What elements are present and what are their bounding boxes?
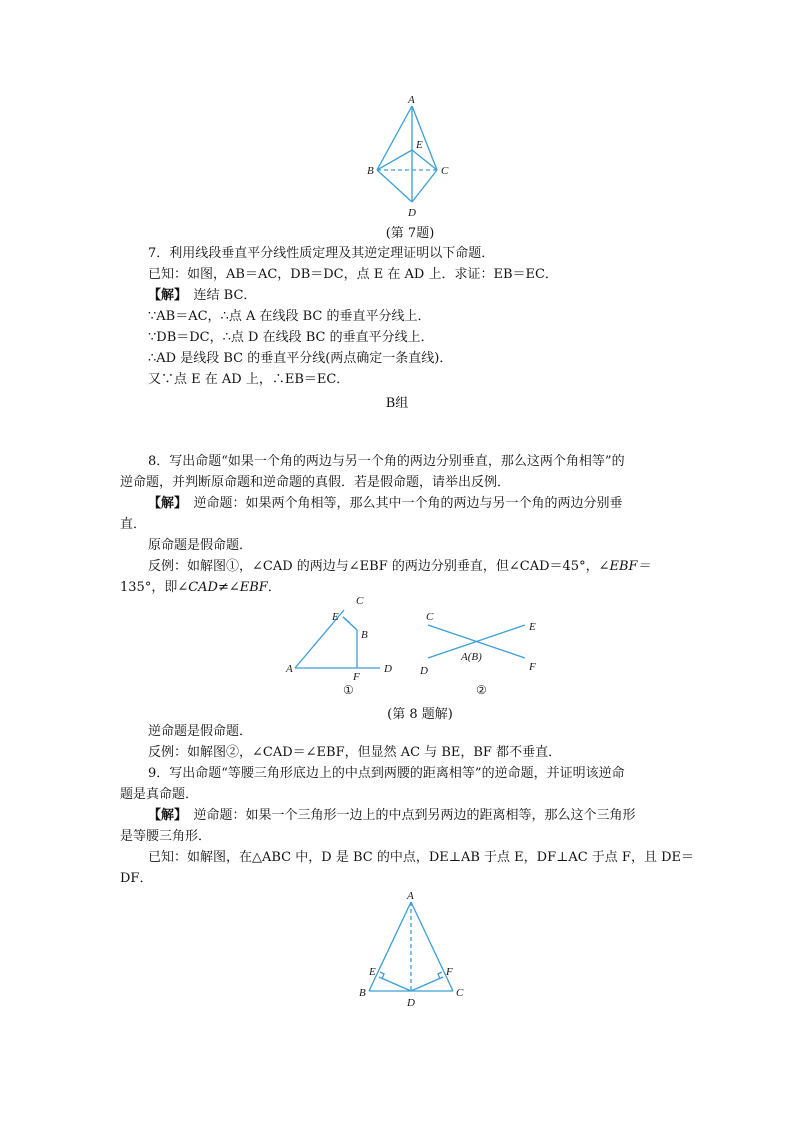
label-b: B xyxy=(367,165,374,177)
label-a: A xyxy=(408,94,415,106)
solution-tag: 【解】 xyxy=(148,808,181,823)
q9-line-5: 已知：如解图，在△ABC 中，D 是 BC 的中点，DE⊥AB 于点 E，DF⊥AC 于点 F，且 DE＝ xyxy=(148,850,694,865)
figure-7-diagram xyxy=(360,92,470,222)
q8-line-8: 逆命题是假命题． xyxy=(148,724,253,739)
fig9-label-a: A xyxy=(407,890,414,902)
fig9-label-e: E xyxy=(369,966,376,978)
fig8-1-label-c: C xyxy=(356,595,364,607)
q7-solution xyxy=(148,286,708,306)
q7-line-5: ∵DB＝DC，∴点 D 在线段 BC 的垂直平分线上． xyxy=(148,330,434,345)
fig8-2-label-d: D xyxy=(420,665,428,677)
figure-8-caption: (第 8 题解) xyxy=(387,707,453,722)
fig8-2-label-ab: A(B) xyxy=(461,651,482,663)
q9-line-6: DF． xyxy=(120,871,153,886)
fig8-2-label-c: C xyxy=(426,611,434,623)
q8-line-2: 逆命题，并判断原命题和逆命题的真假．若是假命题，请举出反例． xyxy=(120,475,511,490)
q8-line-7-inequality: ∠CAD≠∠EBF xyxy=(177,580,268,595)
q8-line-5: 原命题是假命题． xyxy=(148,538,253,553)
label-d: D xyxy=(408,207,416,219)
fig9-label-b: B xyxy=(359,987,366,999)
q8-line-9: 反例：如解图②，∠CAD＝∠EBF，但显然 AC 与 BE，BF 都不垂直． xyxy=(148,745,562,760)
q8-line-7-end: ． xyxy=(267,580,281,595)
figure-7-caption: (第 7题) xyxy=(385,226,435,241)
figure-8-diagram xyxy=(280,592,560,702)
q8-line-7-text: 135°，即 xyxy=(120,580,178,595)
q8-line-4: 直． xyxy=(120,517,147,532)
figure-7 xyxy=(360,92,470,222)
q8-line-6-angle: ∠EBF＝ xyxy=(598,559,651,574)
label-c: C xyxy=(441,165,449,177)
q8-solution-text: 逆命题：如果两个角相等，那么其中一个角的两边与另一个角的两边分别垂 xyxy=(180,496,623,511)
fig9-label-f: F xyxy=(446,966,453,978)
q9-line-2: 题是真命题． xyxy=(120,787,199,802)
fig8-2-number: ② xyxy=(476,683,487,697)
fig8-1-label-d: D xyxy=(384,663,392,675)
fig8-1-label-a: A xyxy=(286,663,293,675)
q7-line-6: ∴AD 是线段 BC 的垂直平分线(两点确定一条直线)． xyxy=(148,351,453,366)
label-e: E xyxy=(416,139,423,151)
q7-line-1: 7．利用线段垂直平分线性质定理及其逆定理证明以下命题． xyxy=(148,246,495,261)
q8-line-1: 8．写出命题“如果一个角的两边与另一个角的两边分别垂直，那么这两个角相等”的 xyxy=(148,454,625,469)
q8-line-6 xyxy=(148,557,708,577)
q7-line-7: 又∵点 E 在 AD 上，∴EB＝EC． xyxy=(148,372,350,387)
q9-line-1: 9．写出命题“等腰三角形底边上的中点到两腰的距离相等”的逆命题，并证明该逆命 xyxy=(148,766,625,781)
figure-9-diagram xyxy=(355,888,475,1013)
solution-tag: 【解】 xyxy=(148,496,181,511)
fig8-1-label-b: B xyxy=(361,629,368,641)
q7-line-4: ∵AB＝AC，∴点 A 在线段 BC 的垂直平分线上． xyxy=(148,309,431,324)
q8-solution xyxy=(148,494,708,514)
fig9-label-c: C xyxy=(456,987,464,999)
group-b-heading: B组 xyxy=(385,396,409,411)
q8-line-6-text: 反例：如解图①，∠CAD 的两边与∠EBF 的两边分别垂直，但∠CAD＝45°， xyxy=(148,559,599,574)
fig8-1-label-e: E xyxy=(332,611,339,623)
fig8-1-label-f: F xyxy=(353,671,360,683)
q9-line-4: 是等腰三角形． xyxy=(120,829,212,844)
q7-line-2: 已知：如图，AB＝AC，DB＝DC，点 E 在 AD 上．求证：EB＝EC． xyxy=(148,267,558,282)
fig9-label-d: D xyxy=(407,997,415,1009)
solution-tag: 【解】 xyxy=(148,288,181,303)
q9-solution xyxy=(148,806,708,826)
fig8-1-number: ① xyxy=(343,683,354,697)
fig8-2-label-f: F xyxy=(529,661,536,673)
q7-solution-text: 连结 BC． xyxy=(180,288,257,303)
figure-8 xyxy=(280,592,560,702)
fig8-2-label-e: E xyxy=(529,621,536,633)
figure-9 xyxy=(355,888,475,1013)
q9-solution-text: 逆命题：如果一个三角形一边上的中点到另两边的距离相等，那么这个三角形 xyxy=(180,808,636,823)
